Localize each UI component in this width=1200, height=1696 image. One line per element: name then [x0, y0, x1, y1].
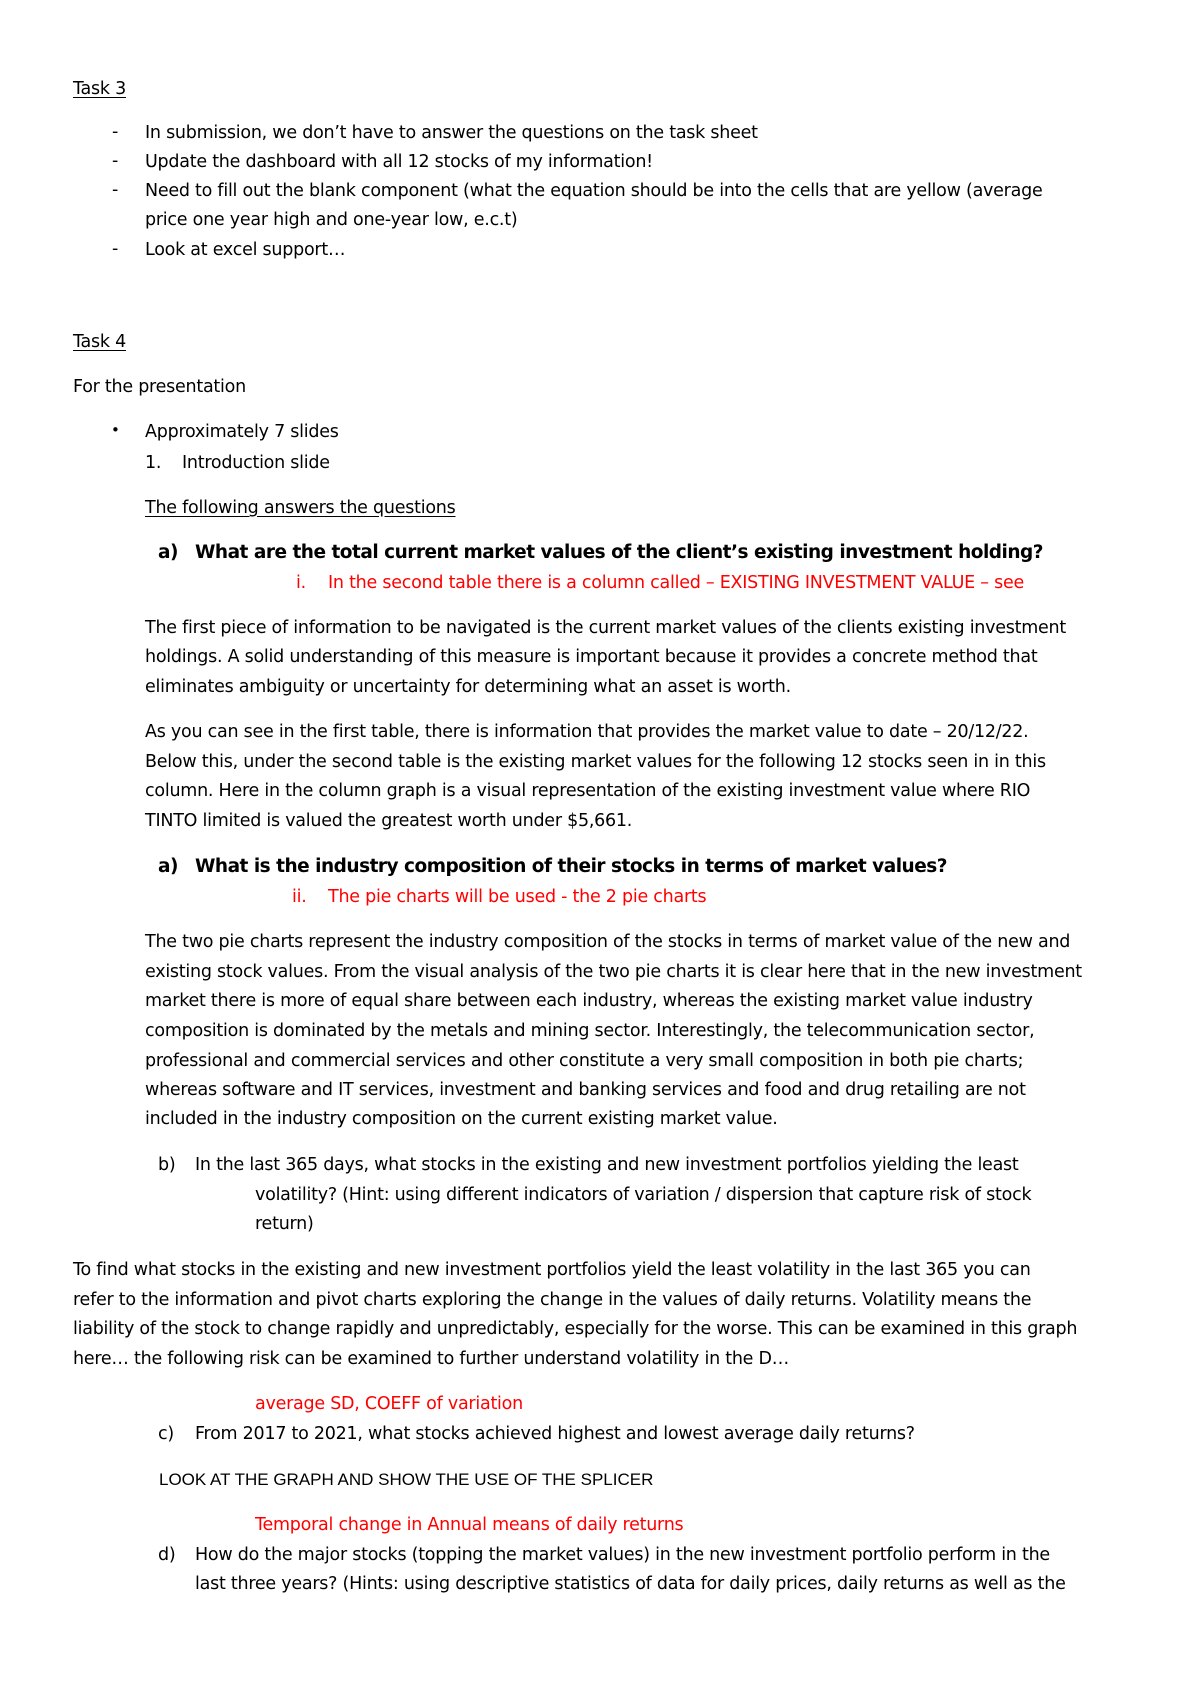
question-a2-text: What is the industry composition of their stocks in terms of market values? — [195, 856, 948, 877]
task3-item-4: Look at excel support… — [145, 240, 346, 260]
task3-item-2: Update the dashboard with all 12 stocks of my information! — [145, 152, 653, 172]
task4-numbered-item: Introduction slide — [182, 453, 330, 473]
para-a3-line-6: whereas software and IT services, investment and banking services and food and drug retailing are not — [145, 1080, 1026, 1100]
question-b-line-3: return) — [255, 1214, 314, 1234]
para-a3-line-3: market there is more of equal share between each industry, whereas the existing market value industry — [145, 991, 1033, 1011]
para-b-line-2: refer to the information and pivot charts exploring the change in the values of daily returns. Volatility means the — [73, 1290, 1032, 1310]
question-a1-text: What are the total current market values of the client’s existing investment holding? — [195, 542, 1044, 563]
question-c-text: From 2017 to 2021, what stocks achieved highest and lowest average daily returns? — [195, 1424, 915, 1444]
para-a2-line-3: column. Here in the column graph is a visual representation of the existing investment value where RIO — [145, 781, 1031, 801]
para-a3-line-7: included in the industry composition on the current existing market value. — [145, 1109, 778, 1129]
task3-dash-4: - — [112, 239, 119, 259]
para-b-line-4: here… the following risk can be examined to further understand volatility in the D… — [73, 1349, 789, 1369]
task4-bullet-item: Approximately 7 slides — [145, 422, 339, 442]
note-ii-marker: ii. — [292, 887, 307, 907]
task3-item-3: Need to fill out the blank component (what the equation should be into the cells that are yellow (average — [145, 181, 1043, 201]
question-b-marker: b) — [158, 1155, 176, 1175]
look-at-graph-note: LOOK AT THE GRAPH AND SHOW THE USE OF THE SPLICER — [159, 1470, 654, 1489]
bullet-icon: • — [111, 421, 120, 439]
para-a2-line-4: TINTO limited is valued the greatest worth under $5,661. — [145, 811, 633, 831]
question-a2-marker: a) — [158, 856, 178, 877]
task4-heading: Task 4 — [73, 332, 126, 352]
question-b-line-1: In the last 365 days, what stocks in the existing and new investment portfolios yielding the least — [195, 1155, 1019, 1175]
para-a1-line-3: eliminates ambiguity or uncertainty for determining what an asset is worth. — [145, 677, 791, 697]
note-i-text: In the second table there is a column called – EXISTING INVESTMENT VALUE – see — [328, 573, 1025, 593]
task3-item-1: In submission, we don’t have to answer the questions on the task sheet — [145, 123, 758, 143]
task4-number-marker: 1. — [145, 453, 162, 473]
task3-dash-2: - — [112, 151, 119, 171]
note-b: average SD, COEFF of variation — [255, 1394, 523, 1414]
task3-item-3-cont: price one year high and one-year low, e.c.t) — [145, 210, 518, 230]
question-d-marker: d) — [158, 1545, 176, 1565]
para-a3-line-5: professional and commercial services and other constitute a very small composition in both pie charts; — [145, 1051, 1024, 1071]
note-c: Temporal change in Annual means of daily returns — [255, 1515, 684, 1535]
task3-dash-3: - — [112, 180, 119, 200]
para-a3-line-1: The two pie charts represent the industry composition of the stocks in terms of market value of the new and — [145, 932, 1071, 952]
following-answers-label: The following answers the questions — [145, 498, 456, 518]
note-i-marker: i. — [296, 573, 306, 593]
task4-intro: For the presentation — [73, 377, 246, 397]
para-a2-line-2: Below this, under the second table is the existing market values for the following 12 stocks seen in in this — [145, 752, 1046, 772]
para-a3-line-2: existing stock values. From the visual analysis of the two pie charts it is clear here that in the new investment — [145, 962, 1082, 982]
para-b-line-1: To find what stocks in the existing and new investment portfolios yield the least volatility in the last 365 you can — [73, 1260, 1031, 1280]
para-a1-line-2: holdings. A solid understanding of this measure is important because it provides a concrete method that — [145, 647, 1038, 667]
para-a1-line-1: The first piece of information to be navigated is the current market values of the clients existing investment — [145, 618, 1067, 638]
para-a3-line-4: composition is dominated by the metals and mining sector. Interestingly, the telecommunication sector, — [145, 1021, 1035, 1041]
para-b-line-3: liability of the stock to change rapidly and unpredictably, especially for the worse. This can be examined in this graph — [73, 1319, 1078, 1339]
task3-dash-1: - — [112, 122, 119, 142]
question-b-line-2: volatility? (Hint: using different indicators of variation / dispersion that capture risk of stock — [255, 1185, 1032, 1205]
task3-heading: Task 3 — [73, 79, 126, 99]
question-c-marker: c) — [158, 1424, 174, 1444]
question-a1-marker: a) — [158, 542, 178, 563]
note-ii-text: The pie charts will be used - the 2 pie charts — [328, 887, 707, 907]
question-d-line-1: How do the major stocks (topping the market values) in the new investment portfolio perform in the — [195, 1545, 1050, 1565]
question-d-line-2: last three years? (Hints: using descriptive statistics of data for daily prices, daily returns as well as the — [195, 1574, 1066, 1594]
para-a2-line-1: As you can see in the first table, there is information that provides the market value to date – 20/12/22. — [145, 722, 1029, 742]
